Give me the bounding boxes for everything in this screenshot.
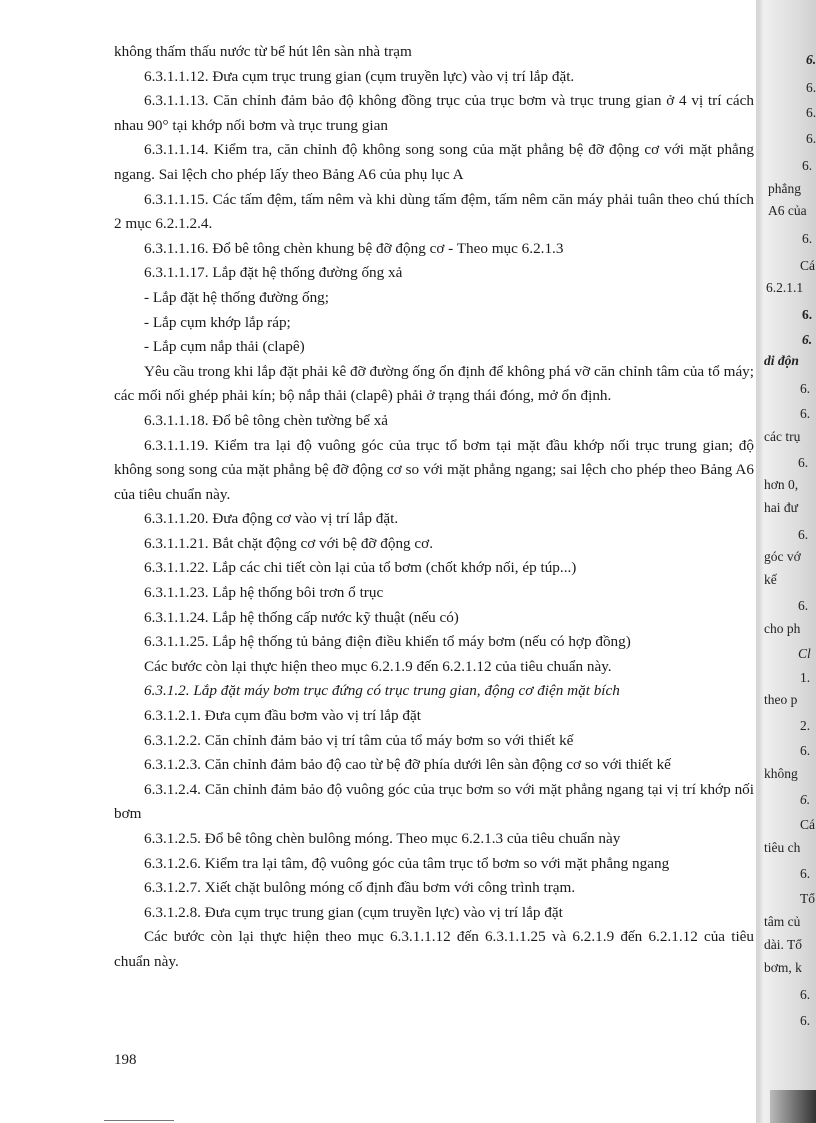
adjacent-page-fragment: 6. (802, 231, 813, 246)
paragraph: 6.3.1.1.16. Đổ bê tông chèn khung bệ đỡ động cơ - Theo mục 6.2.1.3 (144, 239, 564, 257)
adjacent-page-fragment: theo p (764, 692, 798, 707)
adjacent-page-fragment: 6.2.1.1 (766, 280, 804, 295)
adjacent-page-fragment: cho ph (764, 621, 801, 636)
adjacent-page-fragment: Cl (798, 646, 811, 661)
paragraph: 6.3.1.1.25. Lắp hệ thống tủ bảng điện điều khiển tổ máy bơm (nếu có hợp đồng) (144, 633, 631, 651)
paragraph: 6.3.1.2.2. Căn chỉnh đảm bảo vị trí tâm của tổ máy bơm so với thiết kế (144, 731, 574, 749)
paragraph: 6.3.1.1.24. Lắp hệ thống cấp nước kỹ thuật (nếu có) (144, 608, 459, 626)
paragraph: 6.3.1.2.3. Căn chỉnh đảm bảo độ cao từ bệ đỡ phía dưới lên sàn động cơ so với thiết kế (144, 756, 671, 774)
adjacent-page-fragment: Cá (800, 258, 815, 273)
adjacent-page-fragment: 6. (800, 792, 811, 807)
paragraph: 6.3.1.1.22. Lắp các chi tiết còn lại của tổ bơm (chốt khớp nối, ép túp...) (144, 559, 577, 577)
adjacent-page-fragment: bơm, k (764, 960, 802, 975)
adjacent-page-fragment: 6. (802, 332, 813, 347)
adjacent-page-fragment: 6. (800, 406, 811, 421)
paragraph: - Lắp cụm khớp lắp ráp; (144, 313, 291, 331)
adjacent-page-fragment: 6. (806, 52, 816, 67)
adjacent-page-fragment: 2. (800, 718, 811, 733)
adjacent-page-fragment: 6. (806, 80, 816, 95)
paragraph: 6.3.1.2.5. Đổ bê tông chèn bulông móng. Theo mục 6.2.1.3 của tiêu chuẩn này (144, 830, 621, 847)
adjacent-page-fragment: không (764, 766, 798, 781)
binding-shadow (756, 0, 764, 1123)
adjacent-page-fragment: các trụ (764, 429, 801, 444)
adjacent-page-fragment: 6. (802, 307, 813, 322)
page-body-text (114, 40, 754, 975)
adjacent-page-fragment: A6 của (768, 203, 807, 218)
footer-rule (104, 1120, 174, 1121)
paragraph: 6.3.1.1.14. Kiểm tra, căn chỉnh độ không song song của mặt phẳng bệ đỡ động cơ với mặt phẳng ngang. Sai lệch cho phép lấy theo Bảng A6 của phụ lục A (114, 141, 754, 183)
paragraph: 6.3.1.1.13. Căn chỉnh đảm bảo độ không đồng trục của trục bơm và trục trung gian ở 4 vị trí cách nhau 90° tại khớp nối bơm và trục trung gian (114, 92, 754, 134)
adjacent-page-fragment: tiêu ch (764, 840, 801, 855)
paragraph: 6.3.1.1.12. Đưa cụm trục trung gian (cụm truyền lực) vào vị trí lắp đặt. (144, 67, 575, 85)
paragraph: Các bước còn lại thực hiện theo mục 6.2.1.9 đến 6.2.1.12 của tiêu chuẩn này. (144, 657, 612, 675)
paragraph: không thấm thấu nước từ bể hút lên sàn nhà trạm (114, 43, 412, 60)
adjacent-page-fragment: 6. (798, 455, 809, 470)
paragraph: - Lắp cụm nắp thải (clapê) (144, 338, 305, 356)
adjacent-page-fragment: 6. (806, 105, 816, 120)
adjacent-page-fragment: hơn 0, (764, 477, 799, 492)
paragraph: 6.3.1.1.21. Bắt chặt động cơ với bệ đỡ động cơ. (144, 534, 434, 552)
paragraph: 6.3.1.2.7. Xiết chặt bulông móng cố định đầu bơm với công trình trạm. (144, 879, 576, 897)
adjacent-page-fragment: 6. (800, 381, 811, 396)
adjacent-page-fragment: hai đư (764, 500, 798, 515)
adjacent-page-fragment: phẳng (768, 181, 801, 196)
paragraph: 6.3.1.1.20. Đưa động cơ vào vị trí lắp đặt. (144, 510, 399, 528)
adjacent-page-fragment: 6. (800, 1013, 811, 1028)
paragraph: - Lắp đặt hệ thống đường ống; (144, 288, 329, 306)
paragraph: 6.3.1.1.15. Các tấm đệm, tấm nêm và khi dùng tấm đệm, tấm nêm căn máy phải tuân theo chú thích 2 mục 6.2.1.2.4. (114, 190, 754, 233)
paragraph: 6.3.1.1.18. Đổ bê tông chèn tường bể xả (144, 411, 389, 429)
adjacent-page-edge (758, 0, 816, 1123)
paragraph: 6.3.1.1.19. Kiểm tra lại độ vuông góc của trục tổ bơm tại mặt đầu khớp nối trục trung gian; độ không song song của mặt phẳng bệ đỡ động cơ so với mặt phẳng ngang; sai lệch cho phép theo Bảng A6 của tiêu chuẩn này. (114, 436, 754, 503)
paragraph: 6.3.1.1.23. Lắp hệ thống bôi trơn ổ trục (144, 584, 384, 602)
adjacent-page-fragment: 6. (802, 158, 813, 173)
paragraph: 6.3.1.2. Lắp đặt máy bơm trục đứng có trục trung gian, động cơ điện mặt bích (144, 682, 620, 700)
adjacent-page-fragment: 6. (798, 527, 809, 542)
adjacent-page-fragment: 6. (800, 743, 811, 758)
adjacent-page-fragment: Cá (800, 817, 815, 832)
adjacent-page-fragment: 6. (800, 866, 811, 881)
adjacent-page-fragment: di độn (764, 353, 799, 368)
adjacent-page-fragment: dài. Tổ (764, 937, 802, 952)
adjacent-page-fragment: 6. (798, 598, 809, 613)
paragraph: Yêu cầu trong khi lắp đặt phải kê đỡ đường ống ổn định để không phá vỡ căn chỉnh tâm của tổ máy; các mối nối ghép phải kín; bộ nắp thải (clapê) phải ở trạng thái đóng, mở ổn định. (114, 362, 754, 405)
paragraph: 6.3.1.2.6. Kiểm tra lại tâm, độ vuông góc của tâm trục tổ bơm so với mặt phẳng ngang (144, 854, 670, 872)
paragraph: 6.3.1.2.8. Đưa cụm trục trung gian (cụm truyền lực) vào vị trí lắp đặt (144, 903, 563, 921)
paragraph: 6.3.1.1.17. Lắp đặt hệ thống đường ống xả (144, 264, 403, 282)
binding-corner-shadow (770, 1090, 816, 1123)
adjacent-page-fragment: kế (764, 572, 777, 587)
adjacent-page-fragment: 6. (800, 987, 811, 1002)
adjacent-page-fragment: Tổ (800, 891, 815, 906)
paragraph: 6.3.1.2.1. Đưa cụm đầu bơm vào vị trí lắp đặt (144, 707, 421, 725)
adjacent-page-fragment: tâm củ (764, 914, 801, 929)
paragraph: Các bước còn lại thực hiện theo mục 6.3.1.1.12 đến 6.3.1.1.25 và 6.2.1.9 đến 6.2.1.12 của tiêu chuẩn này. (114, 928, 754, 970)
adjacent-page-fragment: 6. (806, 131, 816, 146)
paragraph: 6.3.1.2.4. Căn chỉnh đảm bảo độ vuông góc của trục bơm so với mặt phẳng ngang tại vị trí khớp nối bơm (114, 780, 754, 823)
page-number: 198 (114, 1052, 137, 1068)
adjacent-page-fragment: góc vớ (764, 549, 801, 564)
adjacent-page-fragment: 1. (800, 670, 811, 685)
